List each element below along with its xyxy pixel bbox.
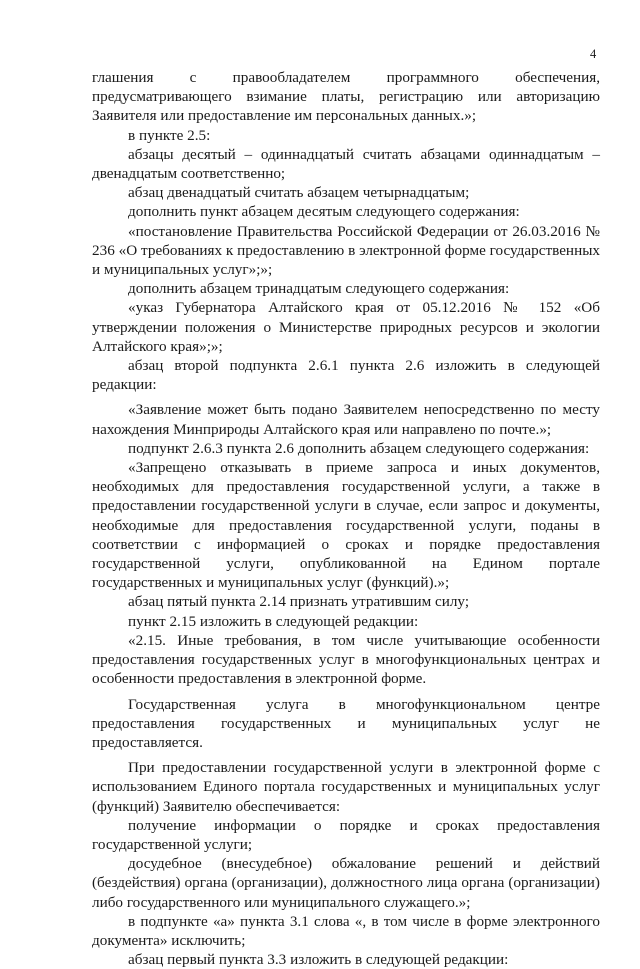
document-body [92, 68, 600, 969]
document-paragraph: пункт 2.15 изложить в следующей редакции: [128, 612, 419, 630]
document-paragraph: в пункте 2.5: [128, 126, 211, 144]
document-paragraph: «указ Губернатора Алтайского края от 05.12.2016 № 152 «Об утверждении положения о Министерстве природных ресурсов и экологии Алтайского края»;»; [92, 299, 600, 355]
document-paragraph: При предоставлении государственной услуги в электронной форме с использованием Единого портала государственных и муниципальных услуг (функций) Заявителю обеспечивается: [92, 759, 600, 815]
document-paragraph: «Заявление может быть подано Заявителем непосредственно по месту нахождения Минприроды Алтайского края или направлено по почте.»; [92, 401, 600, 438]
document-paragraph: «2.15. Иные требования, в том числе учитывающие особенности предоставления государственных услуг в многофункциональных центрах и особенности предоставления в электронной форме. [92, 631, 600, 688]
page-number: 4 [590, 47, 597, 61]
document-paragraph: Государственная услуга в многофункциональном центре предоставления государственных и муниципальных услуг не предоставляется. [92, 695, 600, 751]
document-paragraph: «Запрещено отказывать в приеме запроса и иных документов, необходимых для предоставления государственной услуги, а также в предоставлении государственной услуги в случае, если запрос и документы, необходимые для предоставления государственной услуги, поданы в соответствии с информацией о сроках и порядке предоставления государственной услуги, опубликованной на Едином портале государственных и муниципальных услуг (функций).»; [92, 459, 600, 592]
document-paragraph: абзацы десятый – одиннадцатый считать абзацами одиннадцатым – двенадцатым соответственно; [92, 145, 600, 183]
document-paragraph: в подпункте «а» пункта 3.1 слова «, в том числе в форме электронного документа» исключить; [92, 912, 600, 949]
document-paragraph: абзац пятый пункта 2.14 признать утратившим силу; [128, 593, 470, 611]
document-paragraph: абзац двенадцатый считать абзацем четырнадцатым; [128, 184, 470, 202]
document-paragraph: досудебное (внесудебное) обжалование решений и действий (бездействия) органа (организации), должностного лица органа (организации) либо государственного или муниципального служащего.»; [92, 855, 600, 911]
document-paragraph: подпункт 2.6.3 пункта 2.6 дополнить абзацем следующего содержания: [128, 439, 590, 457]
document-paragraph: «постановление Правительства Российской Федерации от 26.03.2016 № 236 «О требованиях к предоставлению в электронной форме государственных и муниципальных услуг»;»; [92, 222, 600, 279]
document-paragraph: дополнить пункт абзацем десятым следующего содержания: [128, 203, 520, 221]
document-paragraph: дополнить абзацем тринадцатым следующего содержания: [128, 280, 510, 298]
document-paragraph: абзац первый пункта 3.3 изложить в следующей редакции: [128, 951, 509, 969]
document-paragraph: получение информации о порядке и сроках предоставления государственной услуги; [92, 816, 600, 853]
document-paragraph: глашения с правообладателем программного обеспечения, предусматривающего взимание платы, регистрацию или авторизацию Заявителя или предоставление им персональных данных.»; [92, 69, 600, 125]
document-paragraph: абзац второй подпункта 2.6.1 пункта 2.6 изложить в следующей редакции: [92, 357, 600, 394]
